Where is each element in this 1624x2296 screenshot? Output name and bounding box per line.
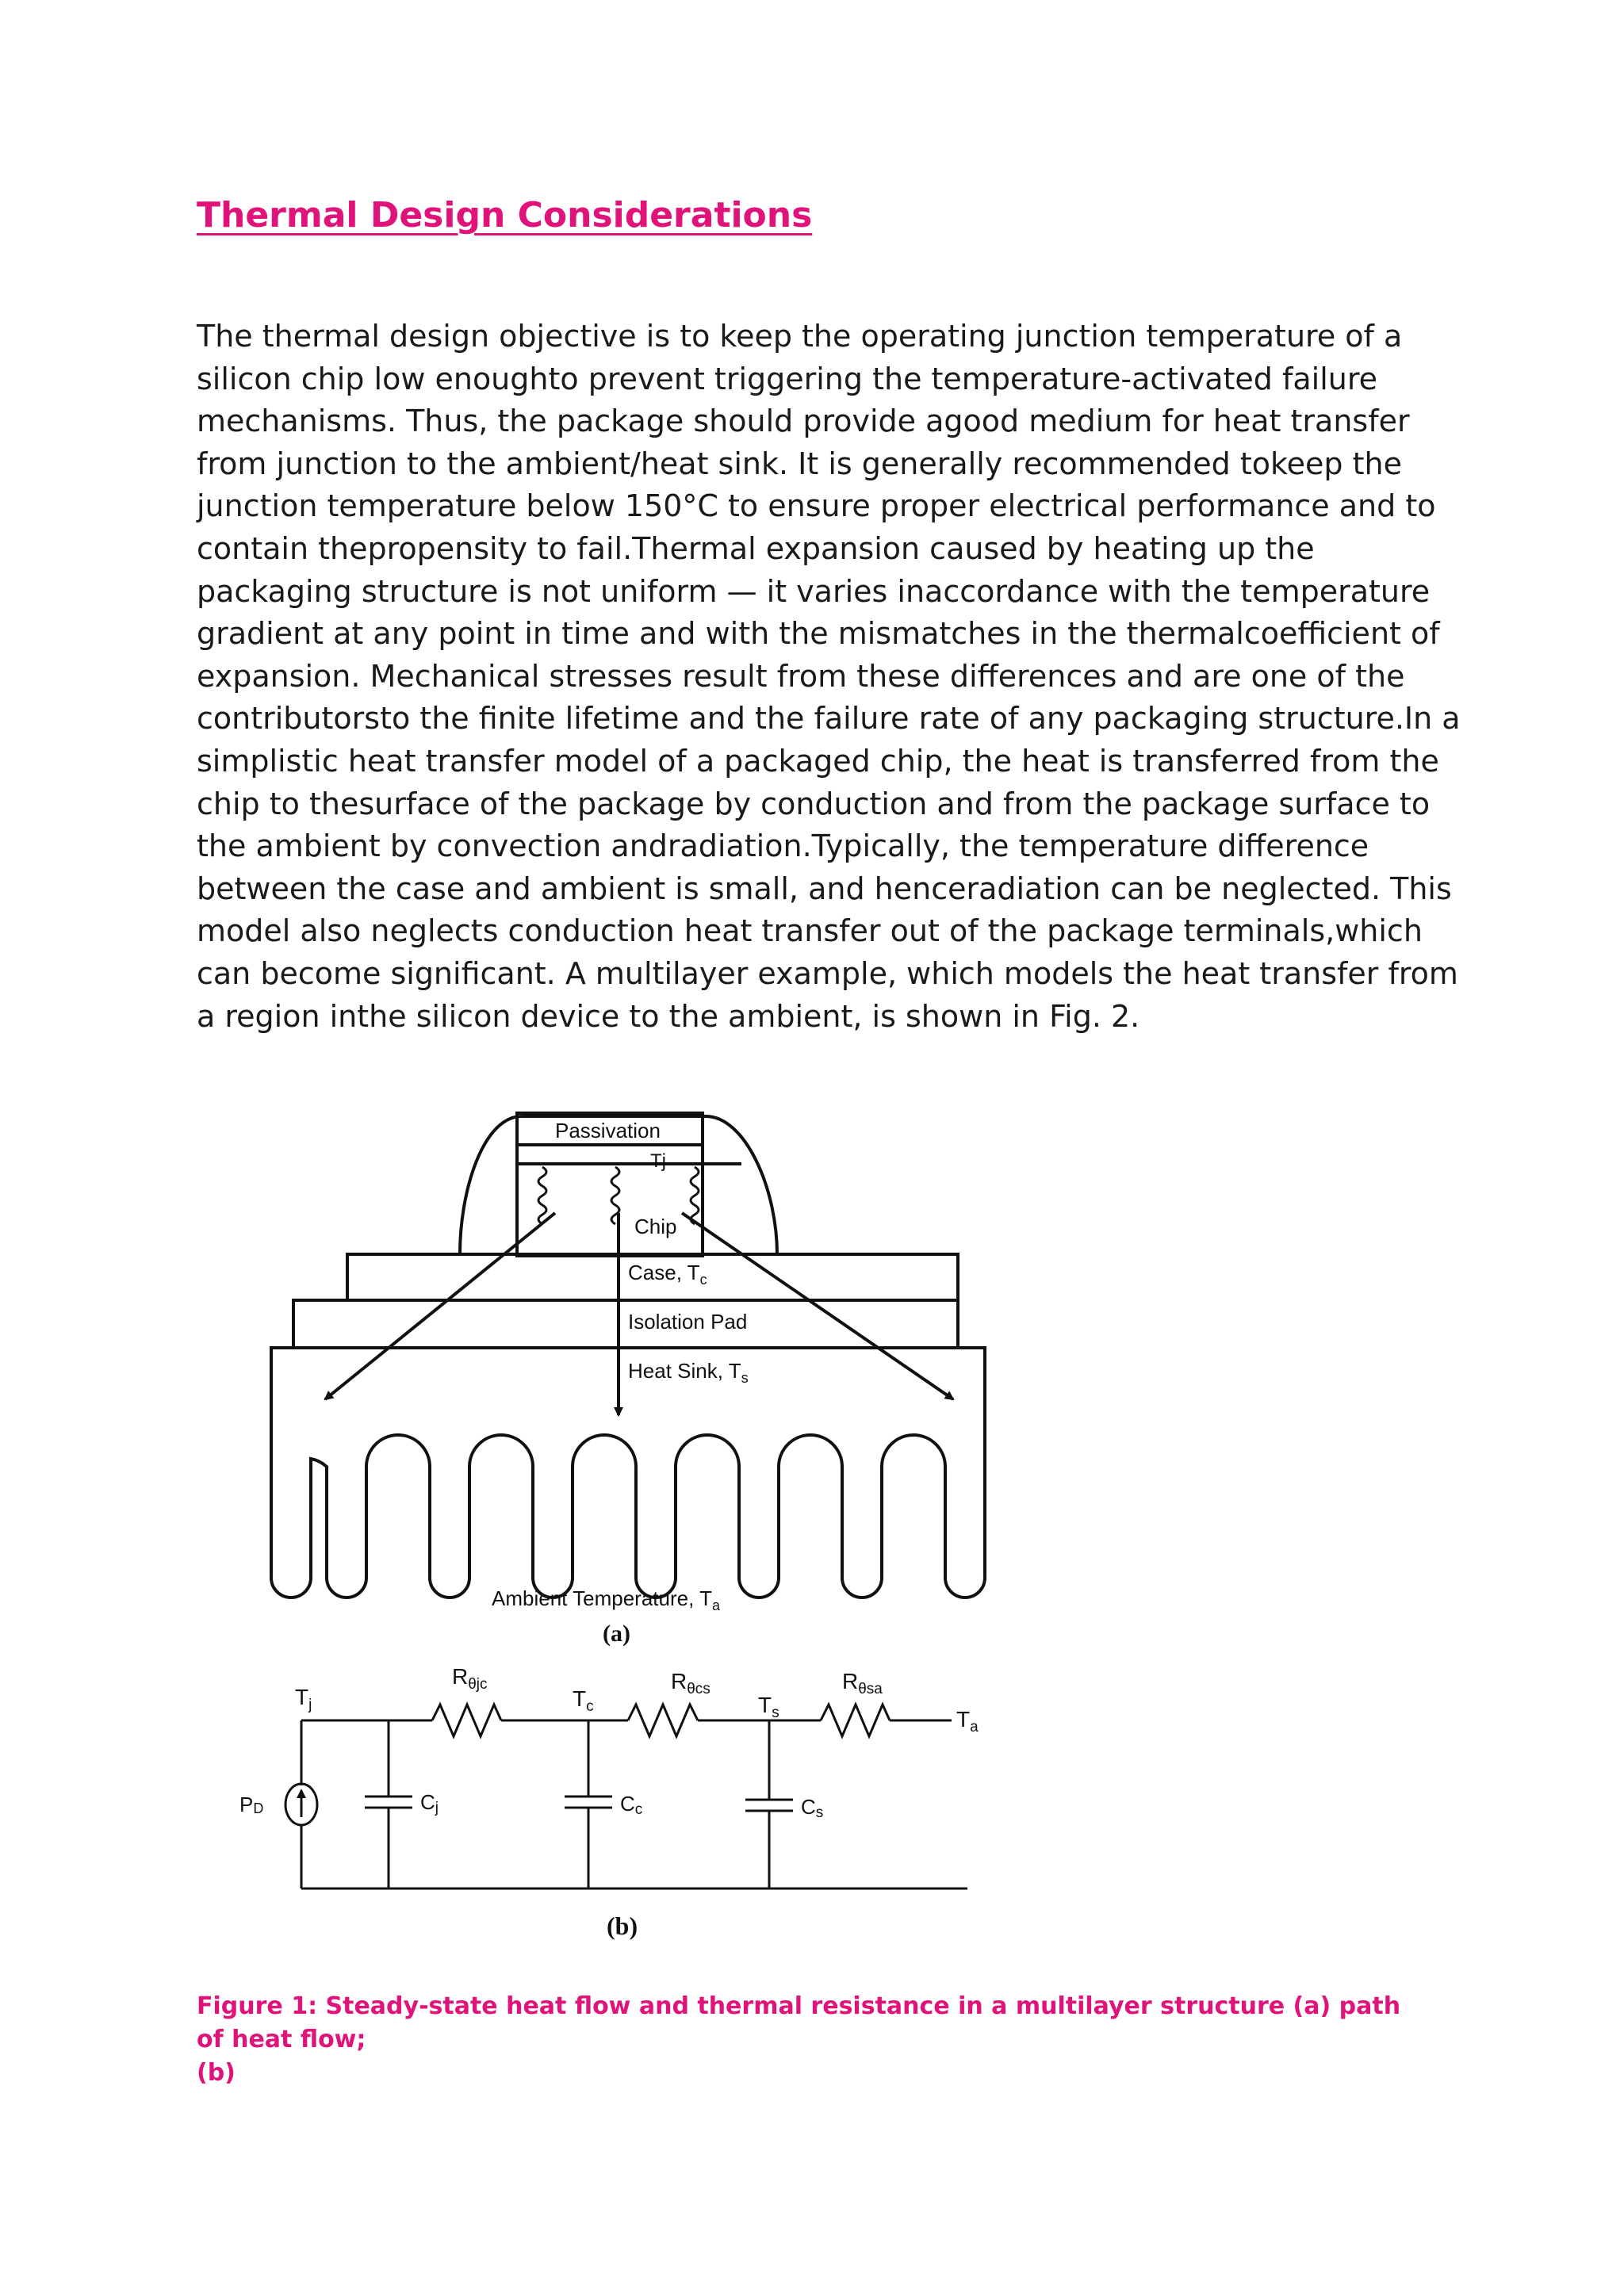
tc-label-b: $T_c$ bbox=[573, 1686, 594, 1715]
body-line: mechanisms. Thus, the package should provide agood medium for heat transfer bbox=[197, 404, 1410, 439]
isolation-pad-layer bbox=[293, 1300, 958, 1348]
r-jc-label: $R_{\theta jc}$ bbox=[452, 1664, 488, 1693]
heat-sink-label: Heat Sink, $T_s$ bbox=[628, 1359, 749, 1386]
cs-label: Cs bbox=[801, 1795, 824, 1821]
body-line: simplistic heat transfer model of a packaged chip, the heat is transferred from the bbox=[197, 743, 1439, 779]
resistor-r-sa bbox=[821, 1705, 890, 1736]
tj-label-b: $T_j$ bbox=[295, 1685, 312, 1713]
ambient-label: Ambient Temperature, $T_a$ bbox=[492, 1586, 720, 1613]
page-title: Thermal Design Considerations bbox=[197, 195, 813, 235]
heat-wave-left bbox=[538, 1167, 546, 1224]
body-line: packaging structure is not uniform — it varies inaccordance with the temperature bbox=[197, 573, 1431, 609]
body-line: silicon chip low enoughto prevent triggering the temperature-activated failure bbox=[197, 361, 1378, 396]
heat-wave-right bbox=[691, 1167, 699, 1224]
body-line: contain thepropensity to fail.Thermal expansion caused by heating up the bbox=[197, 530, 1315, 566]
isolation-pad-label: Isolation Pad bbox=[628, 1310, 748, 1334]
thermal-figure-svg bbox=[222, 1094, 1055, 1974]
body-line: model also neglects conduction heat transfer out of the package terminals,which bbox=[197, 913, 1423, 949]
body-line: can become significant. A multilayer example, which models the heat transfer from bbox=[197, 955, 1458, 991]
body-line: chip to thesurface of the package by conduction and from the package surface to bbox=[197, 786, 1431, 821]
body-line: The thermal design objective is to keep the operating junction temperature of a bbox=[197, 319, 1403, 354]
part-b-label: (b) bbox=[607, 1911, 638, 1940]
resistor-r-jc bbox=[432, 1705, 501, 1736]
r-cs-label: $R_{\theta cs}$ bbox=[671, 1669, 710, 1697]
body-line: from junction to the ambient/heat sink. It is generally recommended tokeep the bbox=[197, 446, 1402, 481]
chip-label: Chip bbox=[634, 1215, 677, 1238]
body-line: between the case and ambient is small, and henceradiation can be neglected. This bbox=[197, 871, 1452, 906]
cc-label: Cc bbox=[620, 1792, 643, 1818]
case-label: Case, $T_c$ bbox=[628, 1261, 707, 1288]
left-arrow bbox=[325, 1213, 555, 1399]
body-line: a region inthe silicon device to the ambient, is shown in Fig. 2. bbox=[197, 998, 1140, 1034]
body-line: the ambient by convection andradiation.Typically, the temperature difference bbox=[197, 828, 1369, 864]
caption-line: (b) bbox=[197, 2059, 236, 2087]
cj-label: Cj bbox=[420, 1790, 439, 1816]
body-line: contributorsto the finite lifetime and the failure rate of any packaging structure.In a bbox=[197, 701, 1461, 737]
body-line: junction temperature below 150°C to ensure proper electrical performance and to bbox=[197, 488, 1436, 524]
ta-label-b: $T_a$ bbox=[956, 1707, 979, 1735]
tj-label-a: Tj bbox=[650, 1150, 666, 1172]
heat-flow-diagram bbox=[271, 1113, 985, 1598]
body-line: gradient at any point in time and with the mismatches in the thermalcoefficient of bbox=[197, 616, 1440, 652]
part-a-label: (a) bbox=[603, 1621, 630, 1647]
pd-label: PD bbox=[239, 1793, 264, 1816]
passivation-label: Passivation bbox=[555, 1119, 661, 1142]
ts-label-b: $T_s$ bbox=[758, 1693, 779, 1721]
body-paragraph bbox=[197, 316, 1461, 1038]
thermal-figure bbox=[222, 1094, 1055, 1974]
heat-sink-body bbox=[271, 1348, 985, 1598]
figure-caption bbox=[197, 1990, 1434, 2090]
caption-line: Figure 1: Steady-state heat flow and thermal resistance in a multilayer structure (a) path of heat flow; bbox=[197, 1992, 1401, 2053]
body-line: expansion. Mechanical stresses result from these differences and are one of the bbox=[197, 658, 1405, 694]
chip-body bbox=[517, 1145, 703, 1256]
r-sa-label: $R_{\theta sa}$ bbox=[842, 1669, 883, 1697]
resistor-r-cs bbox=[628, 1705, 698, 1736]
